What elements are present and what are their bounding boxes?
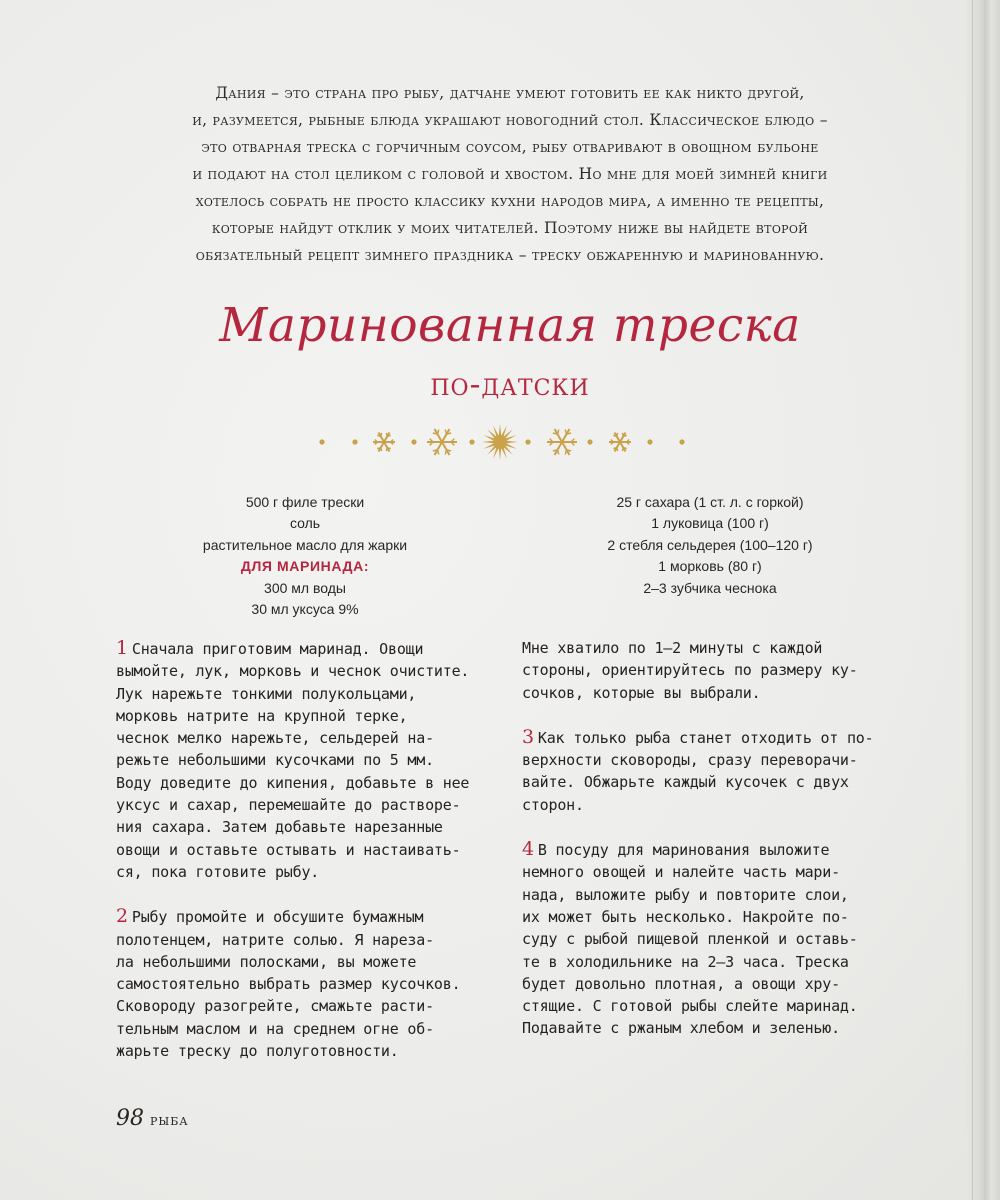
step-line: те в холодильнике на 2–3 часа. Треска (522, 952, 849, 971)
step-line: немного овощей и налейте часть мари- (522, 863, 840, 882)
step-line: суду с рыбой пищевой пленкой и оставь- (522, 930, 858, 949)
recipe-title: Маринованная треска (219, 298, 801, 353)
ornament-dot (352, 439, 357, 444)
step-line: Подавайте с ржаным хлебом и зеленью. (522, 1019, 840, 1038)
step-line: стящие. С готовой рыбы слейте маринад. (522, 997, 858, 1016)
step-line: чеснок мелко нарежьте, сельдерей на- (116, 729, 434, 748)
step-line: Рыбу промойте и обсушите бумажным (131, 908, 424, 927)
intro-line: это отварная треска с горчичным соусом, рыбу отваривают в овощном бульоне (201, 138, 819, 156)
ingredients-right (560, 492, 860, 599)
marinade-heading: ДЛЯ МАРИНАДА: (240, 558, 370, 575)
step-number: 3 (522, 725, 534, 748)
step-line: верхности сковороды, сразу переворачи- (522, 751, 858, 770)
ornament-dot (469, 439, 474, 444)
ornament-dot (647, 439, 652, 444)
step-2 (116, 905, 506, 1062)
step-4 (522, 838, 902, 1040)
ingredient-item: соль (289, 515, 321, 532)
ornament-dot (411, 439, 416, 444)
step-line: Мне хватило по 1–2 минуты с каждой (522, 639, 823, 657)
ornament-sun (482, 424, 518, 460)
step-line: их может быть несколько. Накройте по- (522, 907, 849, 926)
intro-line: и подают на стол целиком с головой и хвостом. Но мне для моей зимней книги (192, 165, 828, 183)
step-1 (116, 637, 506, 883)
step-line: ся, пока готовите рыбу. (116, 862, 320, 881)
step-number: 2 (116, 905, 128, 928)
step-line: ния сахара. Затем добавьте нарезанные (116, 818, 443, 837)
step-line: будет довольно плотная, а овощи хру- (522, 974, 840, 993)
ingredient-item: 2–3 зубчика чеснока (643, 579, 777, 596)
ingredients-left (170, 492, 440, 620)
step-line: жарьте треску до полуготовности. (116, 1042, 399, 1061)
intro-line: хотелось собрать не просто классику кухни народов мира, а именно те рецепты, (195, 192, 825, 210)
ornament-snowflake-small (373, 432, 395, 451)
step-line: овощи и оставьте остывать и настаивать- (116, 840, 461, 859)
step-line: самостоятельно выбрать размер кусочков. (116, 975, 461, 994)
intro-paragraph (140, 80, 880, 269)
step-number: 4 (522, 838, 534, 861)
step-line: Сковороду разогрейте, смажьте расти- (116, 997, 434, 1016)
intro-line: Дания – это страна про рыбу, датчане умеют готовить ее как никто другой, (215, 84, 805, 102)
page-edge (966, 0, 1000, 1200)
step-line: ла небольшими полосками, вы можете (116, 952, 417, 971)
ornament-snowflake-large (547, 429, 577, 455)
step-line: нада, выложите рыбу и повторите слои, (522, 885, 849, 904)
step-line: стороны, ориентируйтесь по размеру ку- (522, 661, 858, 680)
ingredient-item: 25 г сахара (1 ст. л. с горкой) (616, 494, 804, 510)
steps-right-column (522, 637, 902, 1062)
ornament-dot (319, 439, 324, 444)
step-line: Воду доведите до кипения, добавьте в нее (116, 773, 470, 792)
step-line: уксус и сахар, перемешайте до растворе- (116, 796, 461, 815)
step-line: тельным маслом и на среднем огне об- (116, 1019, 434, 1038)
step-line: Сначала приготовим маринад. Овощи (131, 640, 424, 658)
ingredient-item: растительное масло для жарки (202, 536, 408, 553)
step-line: Как только рыба станет отходить от по- (537, 728, 874, 747)
step-line: морковь натрите на крупной терке, (116, 706, 408, 725)
step-number: 1 (116, 637, 128, 659)
step-line: вымойте, лук, морковь и чеснок очистите. (116, 662, 470, 681)
ingredient-item: 1 морковь (80 г) (658, 558, 762, 575)
step-line: В посуду для маринования выложите (537, 841, 830, 860)
intro-line: которые найдут отклик у моих читателей. Поэтому ниже вы найдете второй (211, 219, 809, 237)
step-line: сочков, которые вы выбрали. (522, 683, 761, 702)
step-line: Лук нарежьте тонкими полукольцами, (116, 684, 417, 703)
step-line: сторон. (522, 795, 584, 814)
page-number: 98 (116, 1106, 144, 1131)
page-footer (116, 1106, 189, 1131)
step-line: вайте. Обжарьте каждый кусочек с двух (522, 773, 849, 792)
ingredient-item: 1 луковица (100 г) (651, 515, 769, 532)
step-line: режьте небольшими кусочками по 5 мм. (116, 751, 434, 770)
recipe-subtitle: по-датски (430, 365, 590, 403)
section-name: рыба (150, 1111, 189, 1129)
ingredient-item: 2 стебля сельдерея (100–120 г) (607, 536, 813, 553)
step-2-continued (522, 637, 902, 704)
ornament-dot (587, 439, 592, 444)
step-3 (522, 726, 902, 816)
ingredient-item: 300 мл воды (264, 579, 346, 596)
ingredient-item: 500 г филе трески (245, 494, 365, 510)
steps-left-column (116, 637, 506, 1084)
ornament-snowflake-large (427, 429, 457, 455)
ingredient-item: 30 мл уксуса 9% (251, 601, 359, 618)
intro-line: обязательный рецепт зимнего праздника – треску обжаренную и маринованную. (195, 246, 825, 264)
ornament-snowflake-small (609, 432, 631, 451)
step-line: полотенцем, натрите солью. Я нареза- (116, 930, 434, 949)
ornament-dot (679, 439, 684, 444)
intro-line: и, разумеется, рыбные блюда украшают новогодний стол. Классическое блюдо – (192, 111, 828, 129)
ornament-dot (525, 439, 530, 444)
snowflake-ornament (0, 420, 1000, 466)
